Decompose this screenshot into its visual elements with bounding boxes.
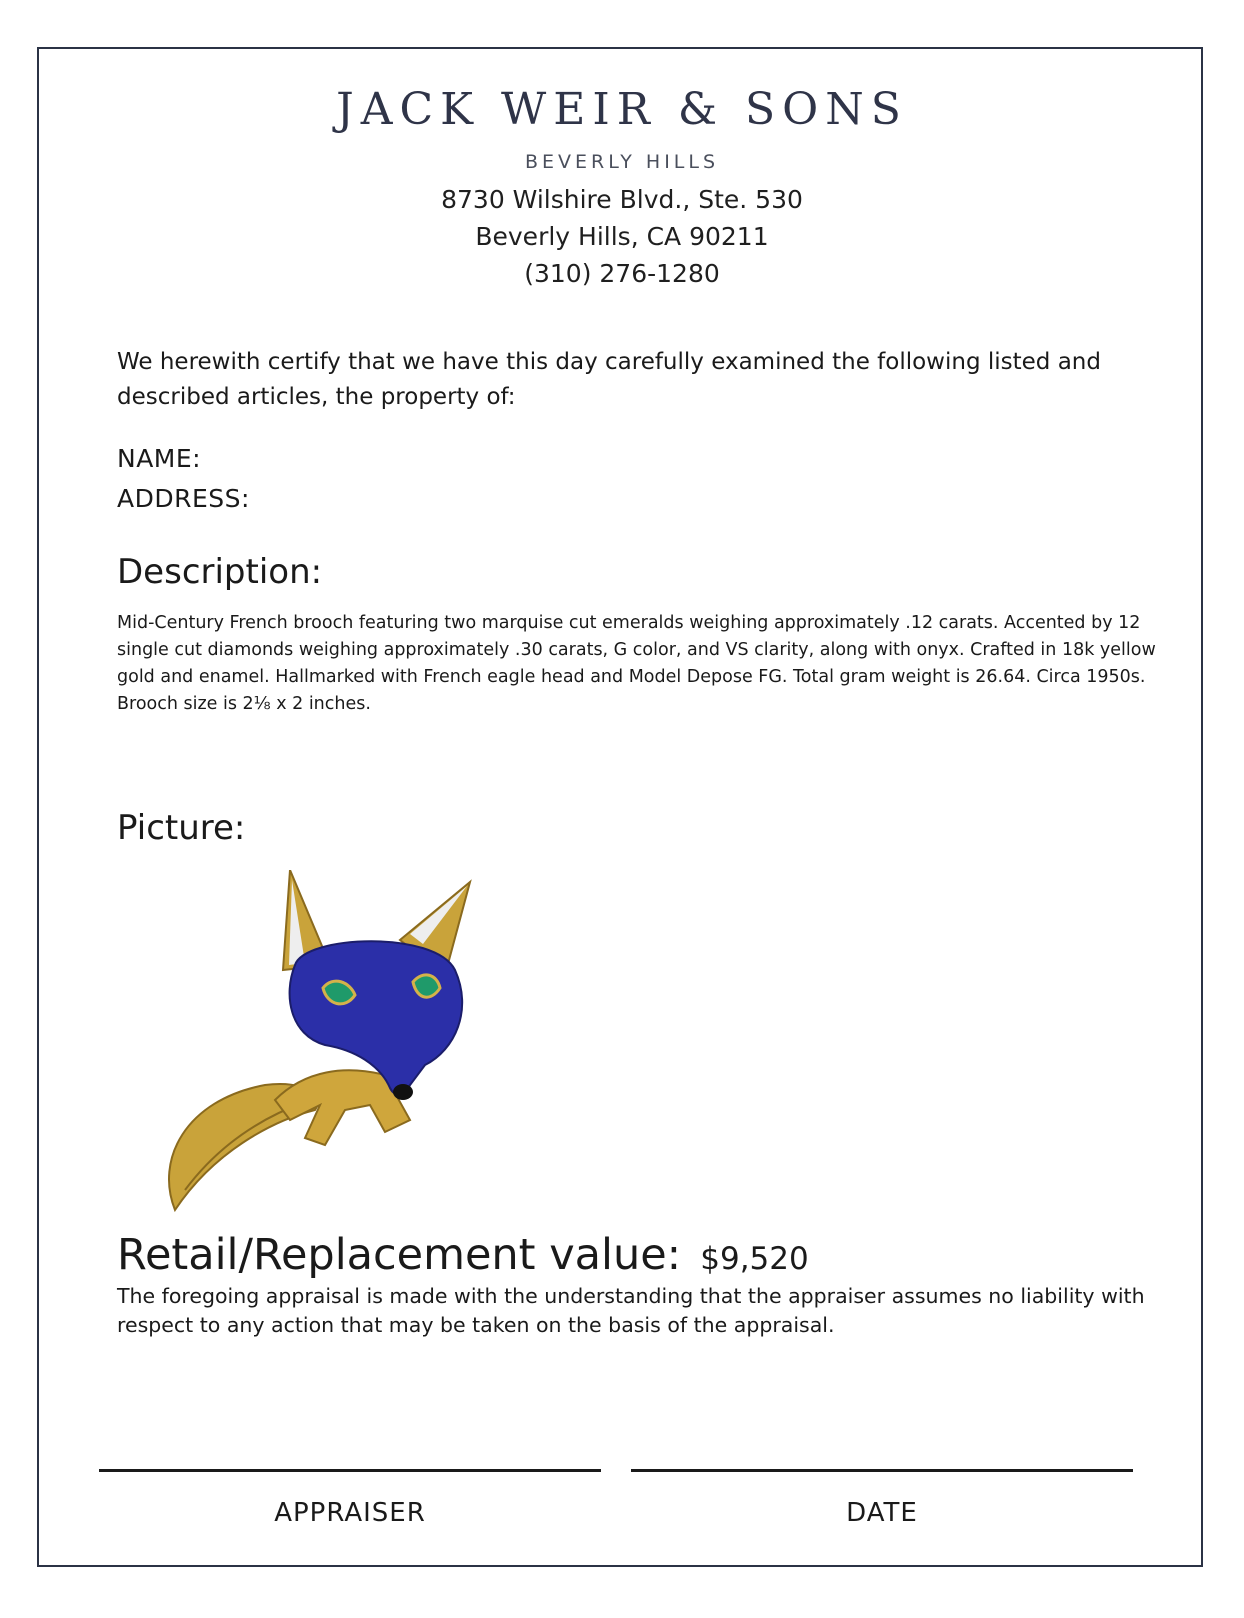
brand-city: BEVERLY HILLS [524,151,720,173]
value-row [117,1230,809,1280]
brand-name: JACK WEIR & SONS [336,84,908,135]
value-amount: $9,520 [700,1241,809,1277]
address-label: ADDRESS: [117,484,250,513]
date-label: DATE [846,1498,918,1528]
appraiser-label: APPRAISER [274,1498,426,1528]
picture-heading: Picture: [117,808,246,848]
value-label: Retail/Replacement value: [117,1230,682,1280]
name-label: NAME: [117,444,202,473]
disclaimer-text: The foregoing appraisal is made with the understanding that the appraiser assumes no liability with respect to any action that may be taken on the basis of the appraisal. [117,1284,1145,1337]
description-text: Mid-Century French brooch featuring two marquise cut emeralds weighing approximately .12 carats. Accented by 12 single cut diamonds weighing approximately .30 carats, G color, and VS clarity, along with onyx. Crafted in 18k yellow gold and enamel. Hallmarked with French eagle head and Model Depose FG. Total gram weight is 26.64. Circa 1950s. Brooch size is 2⅛ x 2 inches. [117,613,1156,714]
address-line-2: Beverly Hills, CA 90211 [475,222,769,251]
certification-intro: We herewith certify that we have this day carefully examined the following listed and described articles, the property of: [117,349,1101,410]
appraiser-signature-line [99,1469,601,1472]
phone-number: (310) 276-1280 [524,259,720,288]
address-line-1: 8730 Wilshire Blvd., Ste. 530 [441,185,803,214]
date-signature-line [631,1469,1133,1472]
fox-brooch-image [155,870,495,1220]
description-heading: Description: [117,552,323,592]
